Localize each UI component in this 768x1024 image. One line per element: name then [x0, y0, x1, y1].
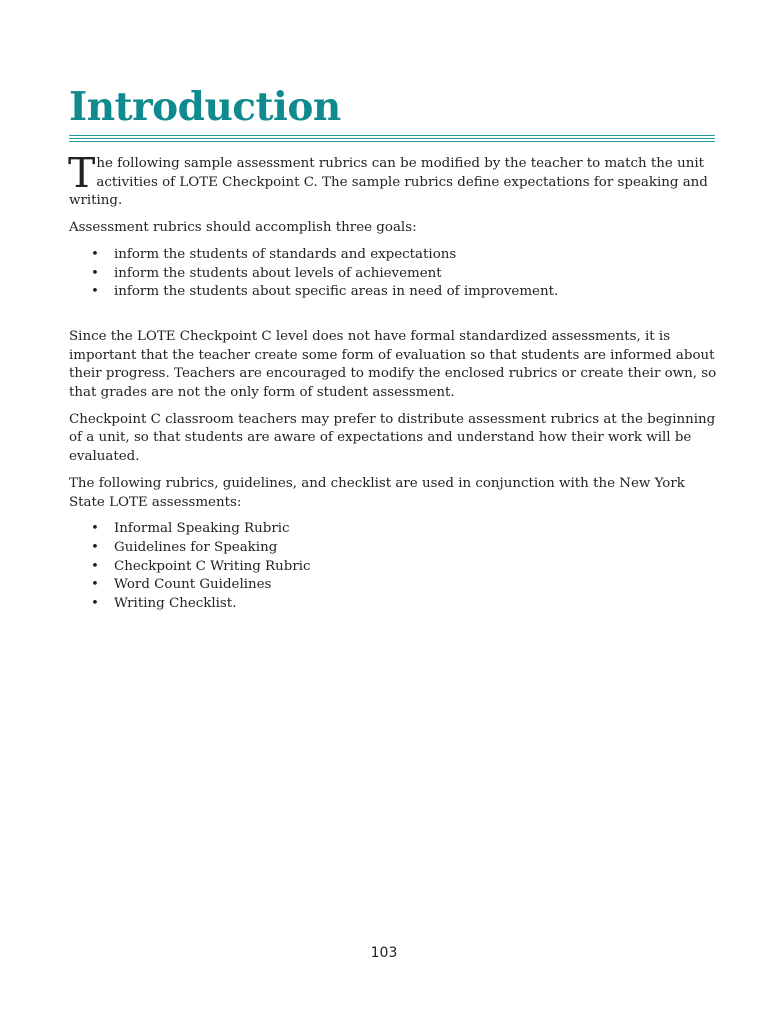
intro-paragraph: [68, 149, 717, 211]
intro-text: he following sample assessment rubrics can be modified by the teacher to match the unit activities of LOTE Checkpoint C. The sample rubrics define expectations for speaking and writing.: [69, 156, 708, 209]
list-item: • Writing Checklist.: [69, 595, 717, 614]
title-rule-middle: [69, 138, 715, 139]
goals-intro: Assessment rubrics should accomplish three goals:: [69, 220, 417, 236]
drop-cap: T: [68, 149, 96, 197]
list-item: • inform the students about specific areas in need of improvement.: [69, 283, 717, 302]
page-number: 103: [370, 945, 398, 961]
list-item: • Word Count Guidelines: [69, 576, 717, 595]
document-body: [68, 149, 717, 614]
list-item: • Informal Speaking Rubric: [69, 520, 717, 539]
assessments-intro: The following rubrics, guidelines, and checklist are used in conjunction with the New York State LOTE assessments:: [69, 475, 685, 510]
list-item: • Checkpoint C Writing Rubric: [69, 558, 717, 577]
goals-list: [69, 246, 717, 302]
page-title: Introduction: [69, 84, 341, 130]
assessments-list: [69, 520, 717, 614]
distribution-paragraph: Checkpoint C classroom teachers may prefer to distribute assessment rubrics at the beginning of a unit, so that students are aware of expectations and understand how their work will be evaluated.: [69, 411, 716, 465]
title-rule-top: [69, 135, 715, 136]
list-item: • Guidelines for Speaking: [69, 539, 717, 558]
list-item: • inform the students of standards and expectations: [69, 246, 717, 265]
evaluation-paragraph: Since the LOTE Checkpoint C level does not have formal standardized assessments, it is important that the teacher create some form of evaluation so that students are informed about their progress. Teachers are encouraged to modify the enclosed rubrics or create their own, so that grades are not the only form of student assessment.: [69, 328, 717, 401]
title-rule-bottom: [69, 141, 715, 142]
list-item: • inform the students about levels of achievement: [69, 265, 717, 284]
